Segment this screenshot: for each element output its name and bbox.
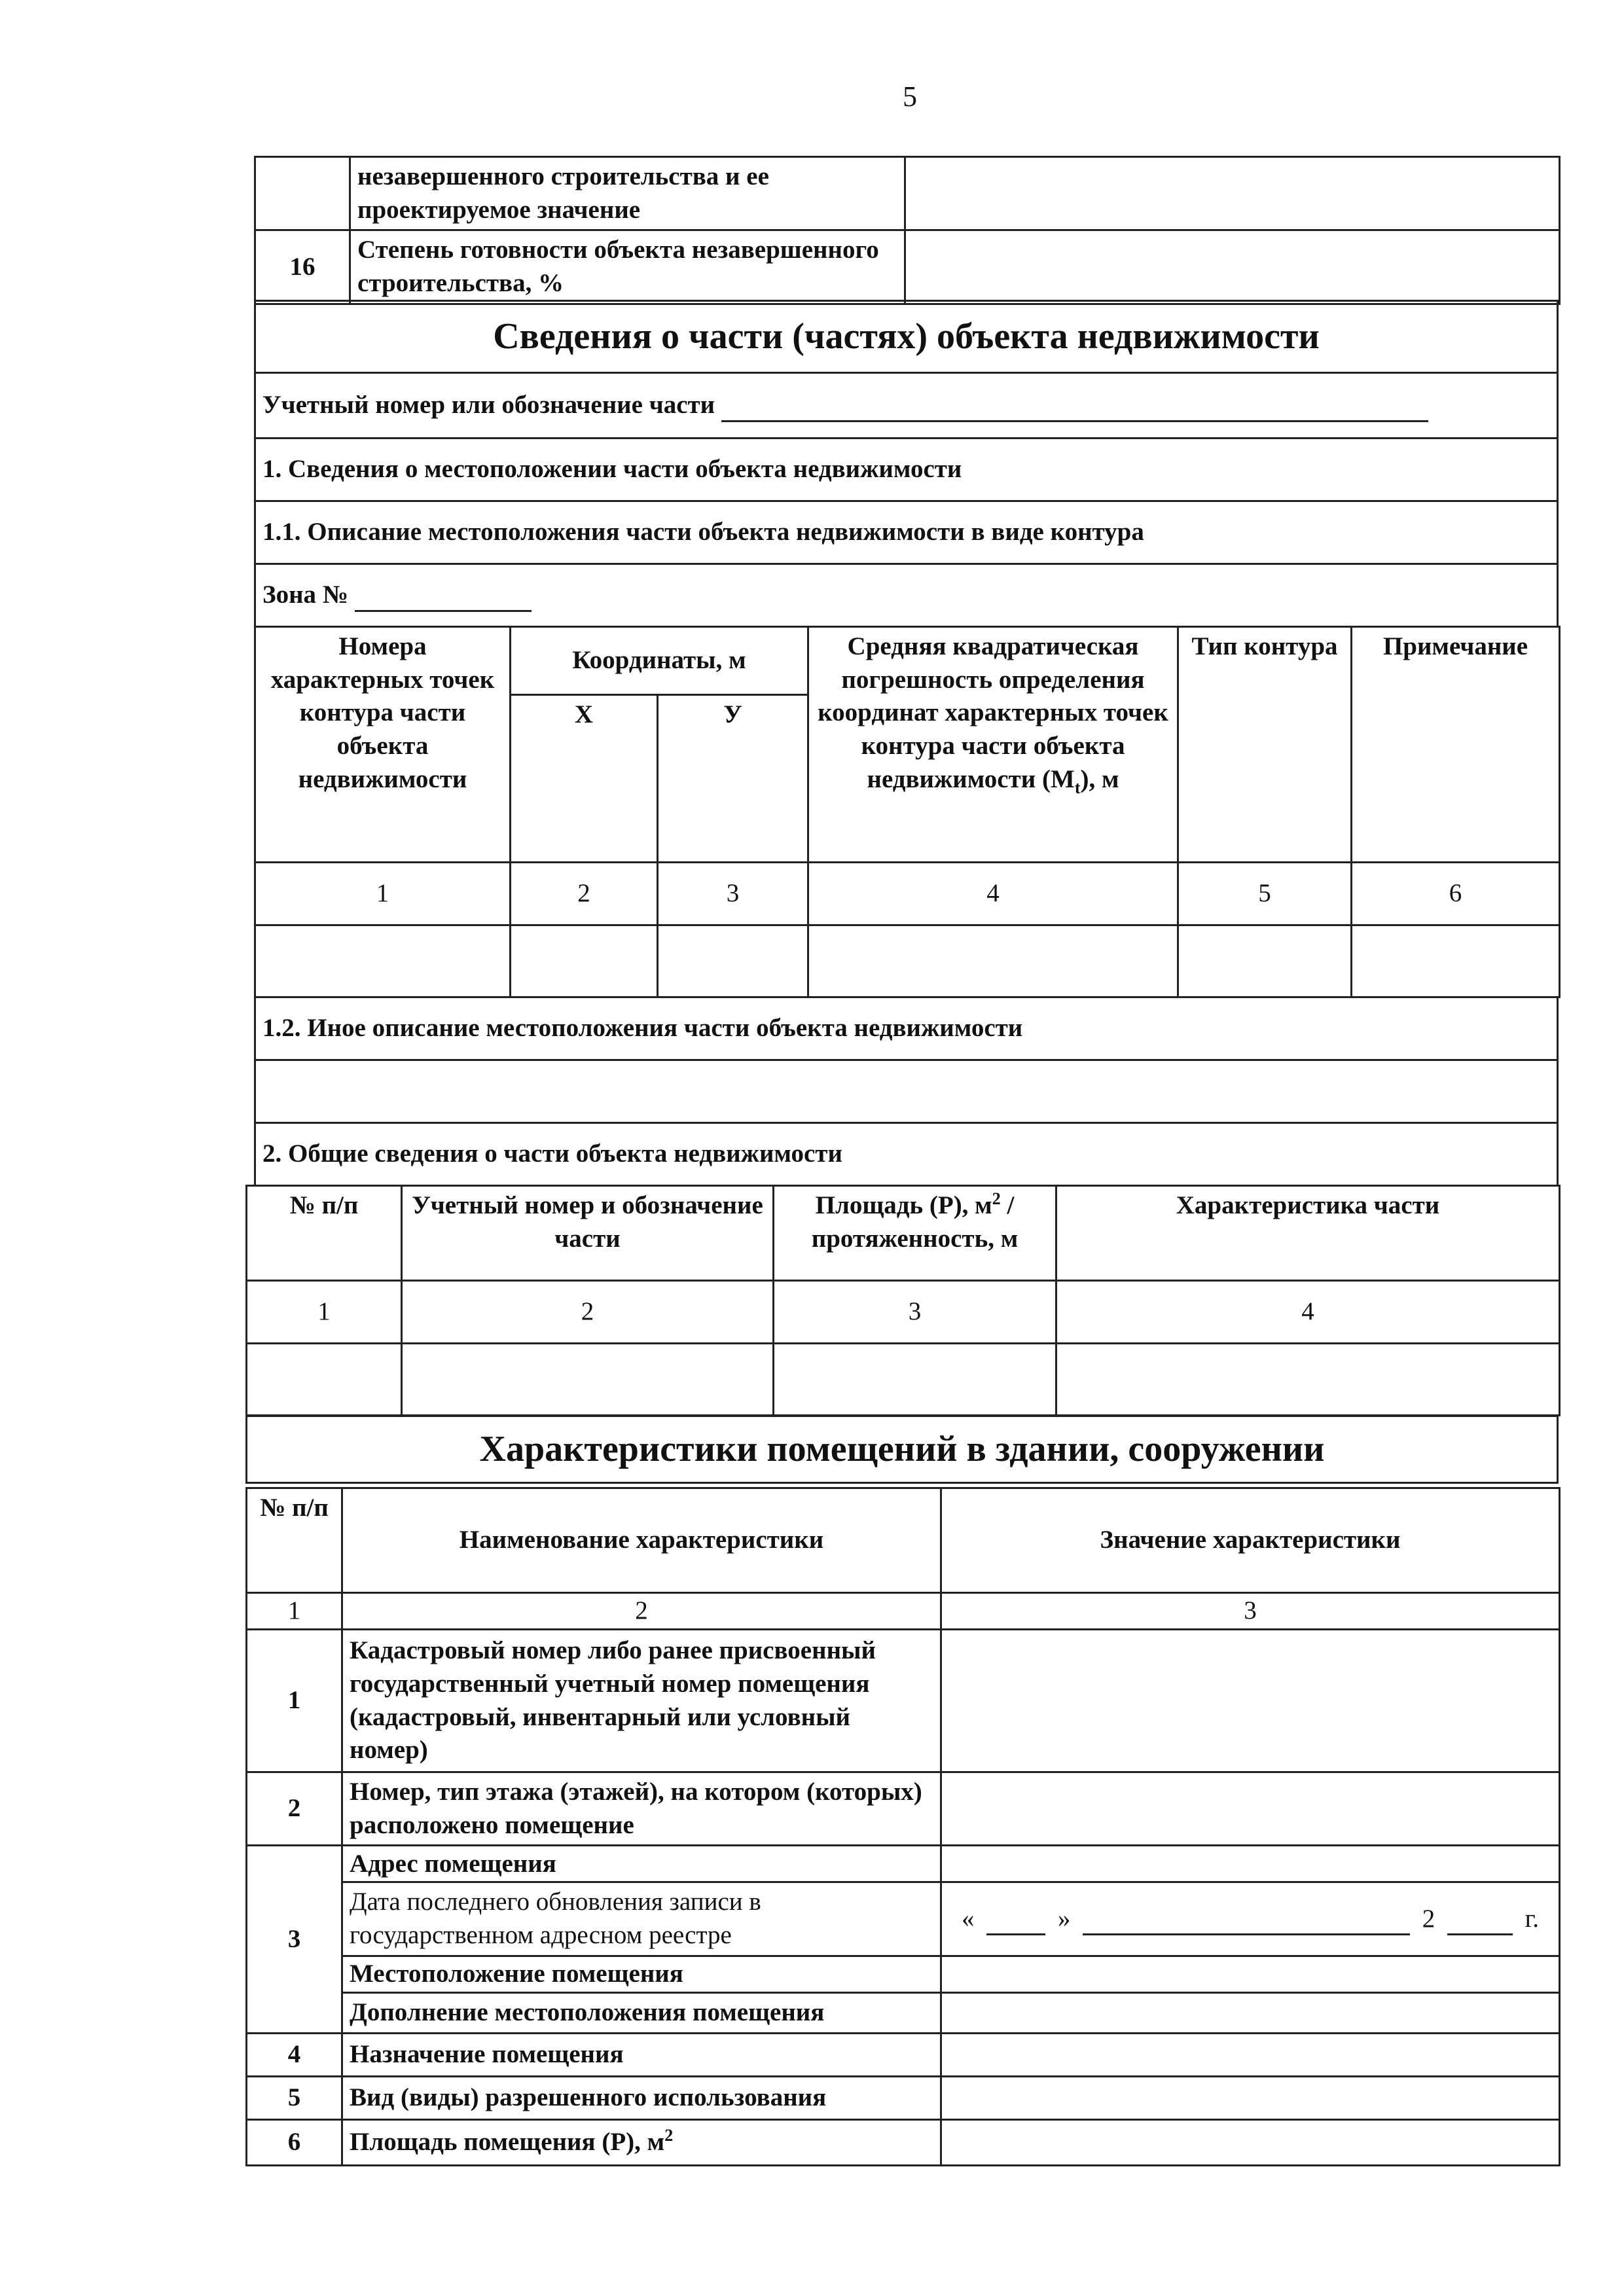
date-year-input[interactable] xyxy=(1447,1910,1513,1935)
rooms-row6-number: 6 xyxy=(247,2119,342,2165)
row16-number: 16 xyxy=(255,230,350,304)
general-cell[interactable] xyxy=(402,1344,774,1416)
general-col-number: 3 xyxy=(774,1281,1056,1344)
row15-value[interactable] xyxy=(905,157,1560,230)
coord-cell[interactable] xyxy=(1178,925,1352,997)
rooms-header-name: Наименование характеристики xyxy=(342,1488,941,1593)
general-col-number: 4 xyxy=(1056,1281,1560,1344)
section1-heading: 1. Сведения о местоположении части объекта недвижимости xyxy=(255,439,1558,501)
header-contour-type: Тип контура xyxy=(1178,627,1352,863)
coord-col-number: 3 xyxy=(658,863,808,925)
general-cell[interactable] xyxy=(247,1344,402,1416)
rooms-row4-label: Назначение помещения xyxy=(342,2033,941,2076)
rooms-title-table xyxy=(245,1415,1559,1484)
other-description-value[interactable] xyxy=(255,1060,1558,1123)
general-info-table xyxy=(245,1185,1561,1416)
rooms-row4-value[interactable] xyxy=(941,2033,1560,2076)
rooms-row3-address-label: Адрес помещения xyxy=(342,1846,941,1882)
rooms-col-number: 3 xyxy=(941,1593,1560,1630)
rooms-col-number: 1 xyxy=(247,1593,342,1630)
coord-col-number: 1 xyxy=(255,863,511,925)
header-coordinates: Координаты, м xyxy=(511,627,808,695)
header-account: Учетный номер и обозначение части xyxy=(402,1186,774,1281)
header-x: Х xyxy=(511,695,658,863)
rooms-row6-sup: 2 xyxy=(664,2125,674,2145)
coord-cell[interactable] xyxy=(658,925,808,997)
header-area-sup: 2 xyxy=(992,1189,1001,1208)
rooms-row5-label: Вид (виды) разрешенного использования xyxy=(342,2076,941,2119)
rooms-row6-label-text: Площадь помещения (Р), м xyxy=(350,2127,665,2156)
rooms-row3-location-extra-label: Дополнение местоположения помещения xyxy=(342,1992,941,2033)
rooms-row3-date-value xyxy=(941,1882,1560,1956)
coord-col-number: 6 xyxy=(1352,863,1560,925)
header-error-text: Средняя квадратическая погрешность определения координат характерных точек контура части объекта недвижимости (M xyxy=(818,632,1168,793)
date-close-quote: » xyxy=(1057,1904,1071,1933)
section2-heading: 2. Общие сведения о части объекта недвижимости xyxy=(255,1123,1558,1186)
rooms-row6-label xyxy=(342,2119,941,2165)
coord-col-number: 4 xyxy=(808,863,1178,925)
coord-cell[interactable] xyxy=(255,925,511,997)
zone-label: Зона № xyxy=(262,581,348,609)
top-continuation-table xyxy=(254,156,1561,305)
rooms-row1-number: 1 xyxy=(247,1630,342,1772)
header-error-unit: ), м xyxy=(1080,764,1119,793)
parts-header-table xyxy=(254,300,1559,628)
section11-heading: 1.1. Описание местоположения части объекта недвижимости в виде контура xyxy=(255,501,1558,564)
coord-col-number: 2 xyxy=(511,863,658,925)
date-open-quote: « xyxy=(962,1904,975,1933)
header-characteristic: Характеристика части xyxy=(1056,1186,1560,1281)
header-y: У xyxy=(658,695,808,863)
rooms-row4-number: 4 xyxy=(247,2033,342,2076)
header-area-extent: / протяженность, м xyxy=(811,1191,1019,1253)
coordinates-table xyxy=(254,626,1561,998)
account-number-row xyxy=(255,373,1558,439)
row16-label: Степень готовности объекта незавершенного строительства, % xyxy=(350,230,905,304)
header-area-text: Площадь (Р), м xyxy=(815,1191,992,1219)
section12-heading: 1.2. Иное описание местоположения части объекта недвижимости xyxy=(255,997,1558,1060)
rooms-row2-label: Номер, тип этажа (этажей), на котором (которых) расположено помещение xyxy=(342,1772,941,1846)
account-number-input[interactable] xyxy=(721,397,1428,422)
rooms-row3-address-value[interactable] xyxy=(941,1846,1560,1882)
rooms-row3-number: 3 xyxy=(247,1846,342,2033)
rooms-row3-location-label: Местоположение помещения xyxy=(342,1956,941,1992)
general-cell[interactable] xyxy=(1056,1344,1560,1416)
zone-number-input[interactable] xyxy=(355,586,532,612)
coord-col-number: 5 xyxy=(1178,863,1352,925)
rooms-row2-value[interactable] xyxy=(941,1772,1560,1846)
general-cell[interactable] xyxy=(774,1344,1056,1416)
parts-title: Сведения о части (частях) объекта недвижимости xyxy=(255,301,1558,373)
rooms-header-num: № п/п xyxy=(247,1488,342,1593)
row-number-empty xyxy=(255,157,350,230)
general-col-number: 1 xyxy=(247,1281,402,1344)
other-description-table xyxy=(254,996,1559,1187)
header-note: Примечание xyxy=(1352,627,1560,863)
rooms-row3-location-value[interactable] xyxy=(941,1956,1560,1992)
row15-label: незавершенного строительства и ее проектируемое значение xyxy=(350,157,905,230)
date-year-suffix: г. xyxy=(1525,1904,1539,1933)
rooms-row3-date-label: Дата последнего обновления записи в государственном адресном реестре xyxy=(342,1882,941,1956)
account-number-label: Учетный номер или обозначение части xyxy=(262,391,715,420)
header-error-sub: t xyxy=(1074,778,1081,797)
date-year-prefix: 2 xyxy=(1422,1904,1435,1933)
rooms-header-value: Значение характеристики xyxy=(941,1488,1560,1593)
date-day-input[interactable] xyxy=(986,1910,1045,1935)
rooms-row1-label: Кадастровый номер либо ранее присвоенный государственный учетный номер помещения (кадастровый, инвентарный или условный номер) xyxy=(342,1630,941,1772)
header-num: № п/п xyxy=(247,1186,402,1281)
header-area xyxy=(774,1186,1056,1281)
date-month-input[interactable] xyxy=(1083,1910,1410,1935)
page-number: 5 xyxy=(903,81,917,113)
rooms-row3-location-extra-value[interactable] xyxy=(941,1992,1560,2033)
header-error xyxy=(808,627,1178,863)
rooms-row5-number: 5 xyxy=(247,2076,342,2119)
rooms-col-number: 2 xyxy=(342,1593,941,1630)
rooms-table xyxy=(245,1487,1561,2166)
rooms-row2-number: 2 xyxy=(247,1772,342,1846)
coord-cell[interactable] xyxy=(1352,925,1560,997)
general-col-number: 2 xyxy=(402,1281,774,1344)
rooms-row5-value[interactable] xyxy=(941,2076,1560,2119)
zone-row xyxy=(255,564,1558,627)
rooms-row1-value[interactable] xyxy=(941,1630,1560,1772)
header-points: Номера характерных точек контура части объекта недвижимости xyxy=(255,627,511,863)
rooms-title: Характеристики помещений в здании, сооружении xyxy=(247,1416,1558,1483)
coord-cell[interactable] xyxy=(511,925,658,997)
row16-value[interactable] xyxy=(905,230,1560,304)
rooms-row6-value[interactable] xyxy=(941,2119,1560,2165)
coord-cell[interactable] xyxy=(808,925,1178,997)
